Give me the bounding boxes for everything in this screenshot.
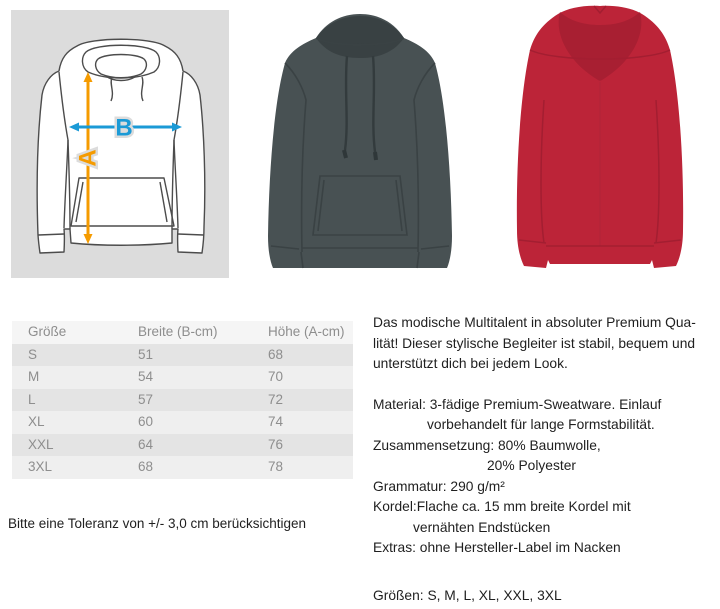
product-images-row: [0, 0, 720, 300]
column-header-breite: Breite (B-cm): [138, 324, 218, 339]
description-line: 20% Polyester: [487, 458, 576, 473]
width-cell: 54: [138, 369, 154, 384]
height-cell: 76: [268, 436, 284, 452]
width-cell: 57: [138, 391, 154, 407]
size-table: [12, 321, 353, 479]
description-line: Grammatur: 290 g/m²: [373, 478, 505, 494]
size-diagram-image: [11, 10, 229, 278]
height-cell: 74: [268, 414, 284, 429]
hoodie-outline-drawing: [37, 39, 205, 253]
width-cell: 68: [138, 459, 154, 474]
back-hoodie-image: [480, 0, 720, 300]
size-cell: M: [28, 369, 40, 384]
description-line: unterstützt dich bei jedem Look.: [373, 356, 568, 371]
description-line: Material: 3-fädige Premium-Sweatware. Einlauf: [373, 396, 662, 412]
size-cell: S: [28, 346, 38, 362]
height-cell: 78: [268, 459, 284, 474]
table-row: [12, 411, 353, 434]
back-hoodie-panel: [480, 0, 720, 300]
height-cell: 72: [268, 391, 284, 407]
description-line: Das modische Multitalent in absoluter Premium Qua-: [373, 315, 696, 330]
description-line: Zusammensetzung: 80% Baumwolle,: [373, 437, 601, 453]
size-table-column: [0, 300, 360, 609]
height-cell: 68: [268, 346, 284, 362]
table-row: [12, 389, 353, 412]
size-table-header-row: [12, 321, 353, 344]
width-cell: 60: [138, 414, 154, 429]
measure-label-b: B: [115, 114, 133, 142]
table-row: [12, 434, 353, 457]
size-cell: L: [28, 391, 36, 407]
description-line: lität! Dieser stylische Begleiter ist stabil, bequem und: [373, 335, 696, 351]
table-row: [12, 344, 353, 367]
description-line: vernähten Endstücken: [413, 519, 551, 535]
front-hoodie-panel: [240, 0, 480, 300]
front-hoodie-image: [240, 0, 480, 300]
description-line: Kordel:Flache ca. 15 mm breite Kordel mit: [373, 499, 631, 514]
tolerance-note: Bitte eine Toleranz von +/- 3,0 cm berücksichtigen: [8, 516, 307, 531]
table-row: [12, 456, 353, 479]
size-cell: 3XL: [28, 459, 53, 474]
size-info-bottom-section: [0, 300, 720, 609]
description-column: [360, 300, 720, 609]
size-cell: XL: [28, 414, 45, 429]
width-cell: 64: [138, 436, 154, 452]
height-cell: 70: [268, 369, 284, 384]
description-line: vorbehandelt für lange Formstabilität.: [427, 417, 655, 432]
available-sizes-line: Größen: S, M, L, XL, XXL, 3XL: [373, 587, 562, 603]
width-cell: 51: [138, 346, 154, 362]
column-header-hoehe: Höhe (A-cm): [268, 324, 345, 339]
column-header-groesse: Größe: [28, 324, 67, 339]
table-row: [12, 366, 353, 389]
size-diagram-panel: [0, 0, 240, 300]
description-line: Extras: ohne Hersteller-Label im Nacken: [373, 540, 621, 555]
measure-label-a: A: [74, 149, 102, 167]
product-description: [373, 313, 696, 606]
size-cell: XXL: [28, 436, 54, 452]
